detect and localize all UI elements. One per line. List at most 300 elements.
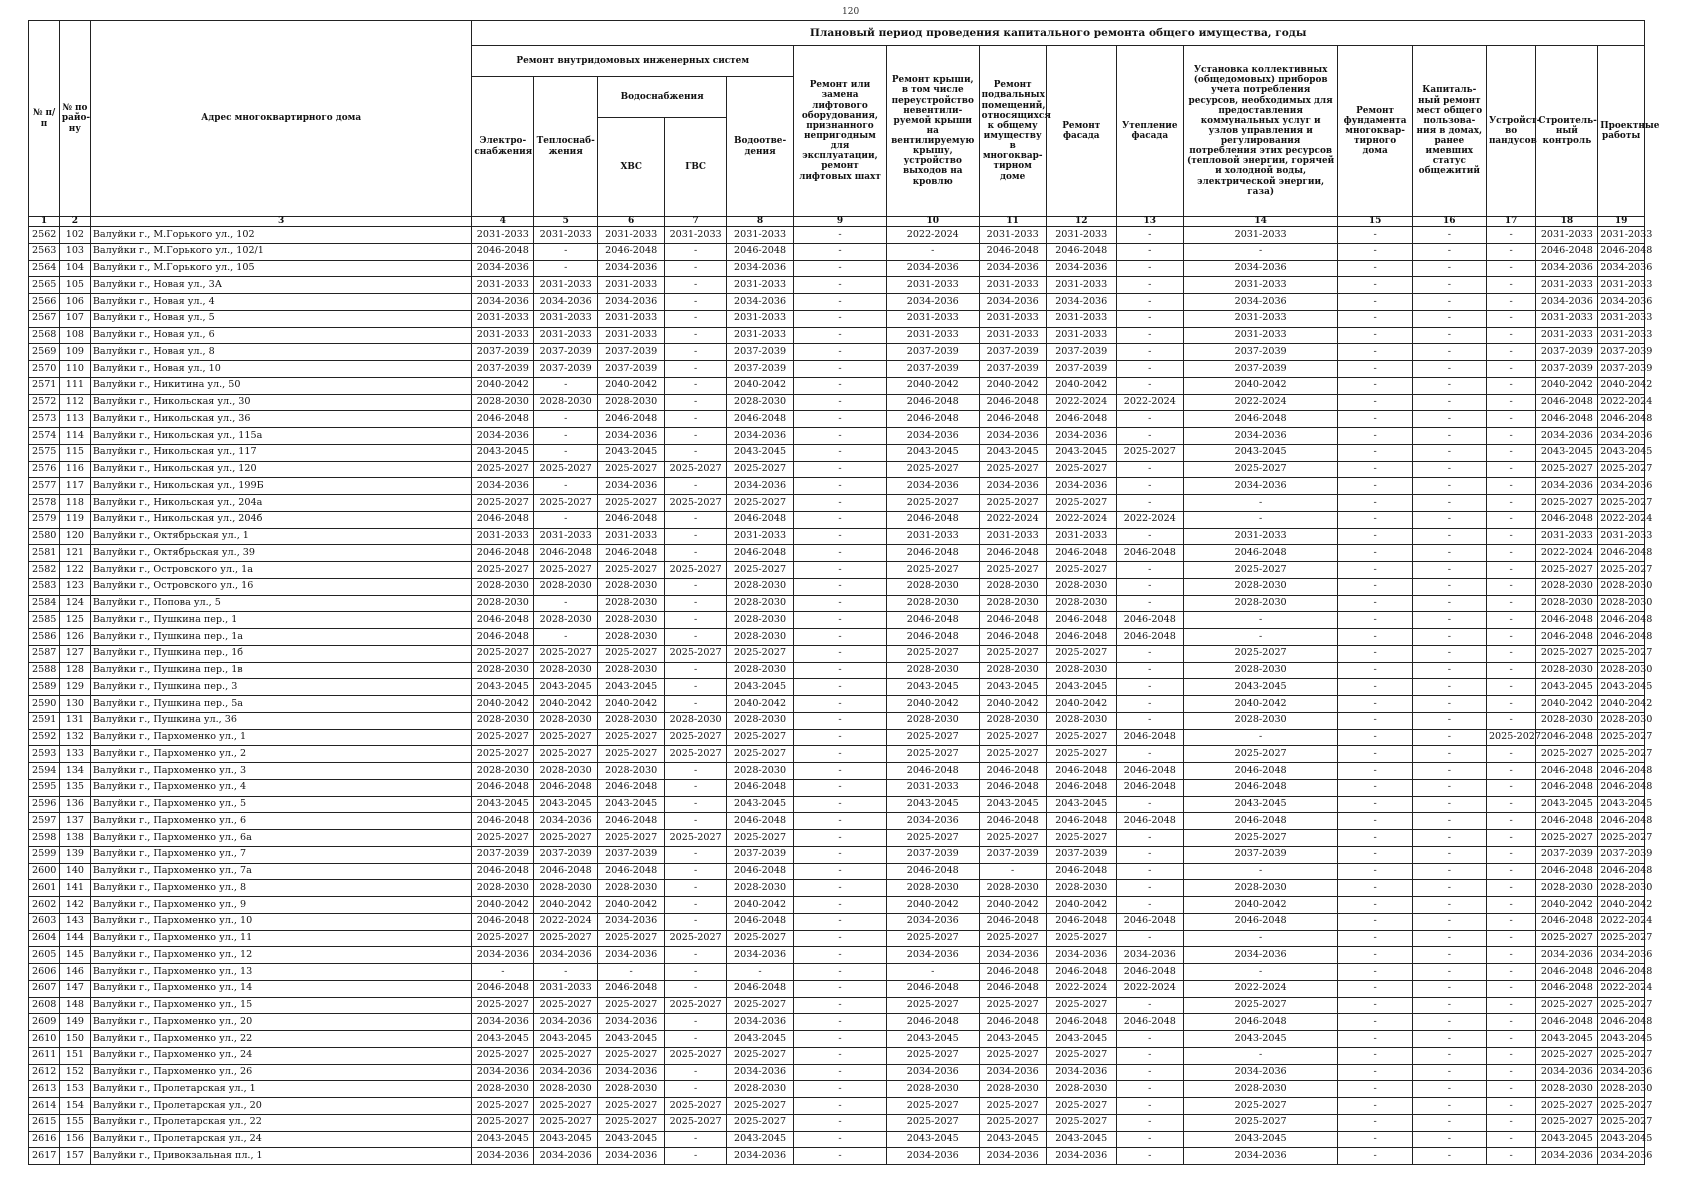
table-cell: 2040-2042 [979, 696, 1046, 713]
table-cell: - [1412, 310, 1486, 327]
table-cell: - [1412, 1131, 1486, 1148]
table-cell: 2040-2042 [886, 897, 979, 914]
table-cell: 134 [59, 763, 90, 780]
address-cell: Валуйки г., Островского ул., 16 [90, 578, 472, 595]
table-cell: 2025-2027 [727, 930, 794, 947]
table-cell: 2028-2030 [1046, 712, 1116, 729]
table-cell: 2031-2033 [1536, 277, 1598, 294]
table-cell: 2022-2024 [1046, 394, 1116, 411]
table-cell: 2025-2027 [665, 830, 727, 847]
table-cell: - [1338, 327, 1412, 344]
table-cell: 2025-2027 [1183, 461, 1338, 478]
table-cell: - [1116, 863, 1183, 880]
table-cell: 2031-2033 [886, 528, 979, 545]
table-cell: 2046-2048 [1183, 545, 1338, 562]
table-cell: 2043-2045 [1046, 1131, 1116, 1148]
table-cell: 2582 [29, 562, 60, 579]
table-cell: 2034-2036 [886, 1148, 979, 1165]
table-cell: - [1486, 629, 1535, 646]
table-cell: 2040-2042 [598, 377, 665, 394]
table-row [29, 1131, 1645, 1148]
table-cell: 2040-2042 [1183, 897, 1338, 914]
table-cell: - [665, 846, 727, 863]
table-cell: 2034-2036 [534, 813, 598, 830]
table-cell: 2028-2030 [1046, 880, 1116, 897]
table-cell: - [1486, 227, 1535, 244]
address-cell: Валуйки г., Никольская ул., 117 [90, 444, 472, 461]
table-cell: 2031-2033 [1183, 310, 1338, 327]
column-number: 1 [29, 217, 60, 227]
table-cell: - [1412, 595, 1486, 612]
table-cell: 2037-2039 [1598, 846, 1645, 863]
table-cell: 2031-2033 [534, 277, 598, 294]
table-cell: 2025-2027 [1046, 1114, 1116, 1131]
address-cell: Валуйки г., Никольская ул., 204а [90, 495, 472, 512]
table-cell: 2046-2048 [598, 863, 665, 880]
table-cell: 2608 [29, 997, 60, 1014]
table-row [29, 796, 1645, 813]
table-cell: 2604 [29, 930, 60, 947]
table-cell: - [665, 243, 727, 260]
table-cell: 2043-2045 [886, 796, 979, 813]
table-cell: 2025-2027 [727, 830, 794, 847]
table-cell: 2040-2042 [472, 897, 534, 914]
table-cell: 2043-2045 [534, 1031, 598, 1048]
col-header-period: Плановый период проведения капитального ремонта общего имущества, годы [472, 21, 1645, 46]
table-cell: - [1486, 1131, 1535, 1148]
table-cell: 2025-2027 [1598, 830, 1645, 847]
table-cell: - [1338, 461, 1412, 478]
address-cell: Валуйки г., Пархоменко ул., 1 [90, 729, 472, 746]
table-cell: 2028-2030 [727, 880, 794, 897]
table-cell: 2573 [29, 411, 60, 428]
address-cell: Валуйки г., М.Горького ул., 105 [90, 260, 472, 277]
table-cell: 2043-2045 [1536, 1031, 1598, 1048]
table-cell: 2034-2036 [598, 913, 665, 930]
table-cell: 137 [59, 813, 90, 830]
table-cell: - [1486, 1031, 1535, 1048]
table-cell: 2046-2048 [1116, 545, 1183, 562]
table-cell: 2028-2030 [1598, 595, 1645, 612]
address-cell: Валуйки г., Никольская ул., 30 [90, 394, 472, 411]
table-cell: - [1412, 964, 1486, 981]
table-cell: 2028-2030 [886, 578, 979, 595]
table-cell: - [1486, 444, 1535, 461]
table-cell: 2037-2039 [1183, 846, 1338, 863]
table-cell: 2043-2045 [1598, 796, 1645, 813]
table-cell: 2028-2030 [1536, 578, 1598, 595]
table-cell: 2043-2045 [886, 679, 979, 696]
table-cell: 142 [59, 897, 90, 914]
table-cell: 2025-2027 [979, 1047, 1046, 1064]
table-cell: 118 [59, 495, 90, 512]
table-cell: 2031-2033 [534, 980, 598, 997]
table-cell: - [1338, 696, 1412, 713]
table-cell: 2034-2036 [534, 1148, 598, 1165]
table-cell: 2031-2033 [472, 227, 534, 244]
table-cell: - [1486, 980, 1535, 997]
table-cell: 2584 [29, 595, 60, 612]
table-cell: 2040-2042 [1598, 377, 1645, 394]
table-cell: - [1412, 712, 1486, 729]
table-cell: - [1486, 964, 1535, 981]
table-cell: - [1412, 1098, 1486, 1115]
table-cell: 2025-2027 [1046, 997, 1116, 1014]
address-cell: Валуйки г., Новая ул., 8 [90, 344, 472, 361]
table-cell: - [1486, 645, 1535, 662]
table-cell: 2043-2045 [472, 1031, 534, 1048]
table-cell: 2025-2027 [886, 830, 979, 847]
table-cell: 2046-2048 [1536, 612, 1598, 629]
table-cell: - [1338, 1131, 1412, 1148]
table-cell: - [794, 1131, 887, 1148]
table-cell: - [1412, 1031, 1486, 1048]
table-cell: 2034-2036 [727, 1064, 794, 1081]
table-cell: - [1412, 511, 1486, 528]
table-cell: 2022-2024 [1116, 511, 1183, 528]
table-cell: 2034-2036 [1598, 1064, 1645, 1081]
table-cell: - [1412, 779, 1486, 796]
table-cell: 2040-2042 [1046, 377, 1116, 394]
table-cell: - [1116, 880, 1183, 897]
table-cell: - [1338, 344, 1412, 361]
table-cell: 2022-2024 [1046, 980, 1116, 997]
table-cell: 2025-2027 [472, 495, 534, 512]
table-cell: - [1338, 796, 1412, 813]
table-cell: 2025-2027 [665, 1114, 727, 1131]
table-cell: 2034-2036 [472, 1148, 534, 1165]
table-cell: 2046-2048 [1598, 629, 1645, 646]
table-cell: 149 [59, 1014, 90, 1031]
table-cell: 2025-2027 [727, 645, 794, 662]
table-cell: - [1412, 411, 1486, 428]
table-cell: 2046-2048 [1116, 964, 1183, 981]
table-cell: 112 [59, 394, 90, 411]
table-cell: 2025-2027 [1046, 645, 1116, 662]
table-cell: 2025-2027 [979, 997, 1046, 1014]
table-cell: 2037-2039 [979, 846, 1046, 863]
table-cell: - [1183, 863, 1338, 880]
table-cell: 2043-2045 [472, 1131, 534, 1148]
table-cell: 2567 [29, 310, 60, 327]
table-cell: 2046-2048 [598, 813, 665, 830]
table-cell: 2046-2048 [1183, 913, 1338, 930]
table-cell: - [1116, 1114, 1183, 1131]
table-cell: - [665, 1131, 727, 1148]
table-cell: 2046-2048 [727, 779, 794, 796]
table-cell: 2046-2048 [472, 411, 534, 428]
table-cell: 2569 [29, 344, 60, 361]
table-cell: - [665, 377, 727, 394]
table-cell: - [1486, 344, 1535, 361]
table-row [29, 846, 1645, 863]
table-cell: 2034-2036 [979, 478, 1046, 495]
table-cell: 2031-2033 [727, 277, 794, 294]
table-cell: - [665, 595, 727, 612]
table-cell: 2046-2048 [1536, 763, 1598, 780]
table-cell: - [1486, 696, 1535, 713]
table-cell: 2034-2036 [472, 1014, 534, 1031]
table-cell: - [1412, 344, 1486, 361]
table-cell: 2046-2048 [1046, 629, 1116, 646]
table-cell: 2046-2048 [1116, 729, 1183, 746]
table-cell: 2025-2027 [886, 1047, 979, 1064]
table-cell: 2034-2036 [1046, 1148, 1116, 1165]
table-cell: 124 [59, 595, 90, 612]
address-cell: Валуйки г., Пархоменко ул., 6а [90, 830, 472, 847]
col-header-n: № п/п [29, 21, 60, 217]
table-cell: - [665, 361, 727, 378]
table-cell: - [1412, 997, 1486, 1014]
table-cell: 119 [59, 511, 90, 528]
table-cell: - [1116, 662, 1183, 679]
table-cell: - [794, 964, 887, 981]
table-cell: 2025-2027 [472, 1047, 534, 1064]
table-cell: 2615 [29, 1114, 60, 1131]
table-cell: 2028-2030 [598, 1081, 665, 1098]
table-row [29, 930, 1645, 947]
table-cell: 2034-2036 [979, 294, 1046, 311]
table-row [29, 980, 1645, 997]
table-cell: 2043-2045 [886, 1131, 979, 1148]
table-cell: 2040-2042 [534, 897, 598, 914]
table-cell: 2600 [29, 863, 60, 880]
col-header-electric: Электро-снабжения [472, 77, 534, 217]
table-cell: 2031-2033 [1046, 528, 1116, 545]
table-cell: 2028-2030 [1536, 1081, 1598, 1098]
address-cell: Валуйки г., Попова ул., 5 [90, 595, 472, 612]
table-cell: 2046-2048 [979, 394, 1046, 411]
table-cell: 2571 [29, 377, 60, 394]
table-cell: - [1412, 1114, 1486, 1131]
table-cell: 2046-2048 [1536, 511, 1598, 528]
table-cell: 2031-2033 [1183, 327, 1338, 344]
table-cell: 2046-2048 [886, 1014, 979, 1031]
table-cell: 144 [59, 930, 90, 947]
table-cell: 2028-2030 [598, 662, 665, 679]
table-cell: - [665, 294, 727, 311]
table-row [29, 1064, 1645, 1081]
table-cell: - [1338, 294, 1412, 311]
table-cell: 2034-2036 [534, 1064, 598, 1081]
address-cell: Валуйки г., Пархоменко ул., 13 [90, 964, 472, 981]
table-cell: 2046-2048 [1598, 545, 1645, 562]
table-cell: - [794, 394, 887, 411]
table-cell: - [534, 377, 598, 394]
table-cell: - [665, 411, 727, 428]
table-cell: 2025-2027 [1183, 746, 1338, 763]
col-header-ramps: Устройст-во пандусов [1486, 46, 1535, 217]
address-cell: Валуйки г., Пролетарская ул., 24 [90, 1131, 472, 1148]
table-cell: 2022-2024 [1183, 980, 1338, 997]
table-cell: - [1116, 712, 1183, 729]
table-cell: - [1116, 1047, 1183, 1064]
table-cell: 2046-2048 [727, 511, 794, 528]
table-cell: 2034-2036 [979, 947, 1046, 964]
table-cell: 2046-2048 [1536, 629, 1598, 646]
table-cell: - [1116, 1064, 1183, 1081]
table-cell: 2043-2045 [1046, 796, 1116, 813]
column-number: 14 [1183, 217, 1338, 227]
table-cell: 2046-2048 [1046, 411, 1116, 428]
table-cell: - [1412, 863, 1486, 880]
table-cell: - [665, 813, 727, 830]
table-cell: - [794, 1064, 887, 1081]
column-number: 8 [727, 217, 794, 227]
table-cell: - [1116, 277, 1183, 294]
table-cell: 2025-2027 [534, 495, 598, 512]
address-cell: Валуйки г., Пархоменко ул., 22 [90, 1031, 472, 1048]
table-cell: 2031-2033 [1536, 528, 1598, 545]
table-cell: - [979, 863, 1046, 880]
table-cell: 2046-2048 [1046, 863, 1116, 880]
table-cell: 2025-2027 [598, 495, 665, 512]
schedule-table [28, 20, 1660, 1165]
table-cell: 2028-2030 [598, 595, 665, 612]
table-cell: - [665, 277, 727, 294]
table-cell: 2046-2048 [886, 511, 979, 528]
table-cell: 2025-2027 [598, 830, 665, 847]
table-cell: 2046-2048 [1183, 1014, 1338, 1031]
table-row [29, 763, 1645, 780]
table-cell: - [1338, 629, 1412, 646]
table-cell: - [794, 1081, 887, 1098]
table-cell: 2031-2033 [1046, 327, 1116, 344]
table-cell: 2610 [29, 1031, 60, 1048]
table-cell: - [665, 763, 727, 780]
table-cell: 2031-2033 [979, 310, 1046, 327]
table-cell: 126 [59, 629, 90, 646]
table-cell: 2025-2027 [886, 729, 979, 746]
address-cell: Валуйки г., Пархоменко ул., 15 [90, 997, 472, 1014]
address-cell: Валуйки г., М.Горького ул., 102 [90, 227, 472, 244]
table-cell: 2037-2039 [727, 846, 794, 863]
table-cell: 2028-2030 [534, 1081, 598, 1098]
table-cell: - [1486, 662, 1535, 679]
table-cell: - [1338, 495, 1412, 512]
table-cell: - [794, 595, 887, 612]
table-cell: 2034-2036 [886, 428, 979, 445]
table-row [29, 1098, 1645, 1115]
table-cell: 2025-2027 [1183, 1098, 1338, 1115]
table-cell: - [1116, 260, 1183, 277]
col-header-heat: Теплоснаб-жения [534, 77, 598, 217]
table-cell: 2025-2027 [1046, 930, 1116, 947]
table-cell: 2028-2030 [1183, 595, 1338, 612]
table-cell: - [1116, 294, 1183, 311]
table-cell: 157 [59, 1148, 90, 1165]
table-cell: 2034-2036 [1598, 1148, 1645, 1165]
table-cell: 2034-2036 [1046, 428, 1116, 445]
table-row [29, 830, 1645, 847]
table-row [29, 863, 1645, 880]
table-cell: 2025-2027 [1536, 997, 1598, 1014]
table-cell: 2046-2048 [886, 411, 979, 428]
table-cell: - [1412, 1014, 1486, 1031]
table-cell: 2031-2033 [979, 277, 1046, 294]
table-cell: 2046-2048 [472, 813, 534, 830]
table-cell: 2037-2039 [1536, 846, 1598, 863]
table-cell: 2043-2045 [472, 679, 534, 696]
table-cell: 2046-2048 [1046, 779, 1116, 796]
table-cell: 102 [59, 227, 90, 244]
table-cell: 2046-2048 [534, 779, 598, 796]
table-cell: 2025-2027 [1046, 830, 1116, 847]
table-cell: 2046-2048 [886, 394, 979, 411]
table-cell: 2028-2030 [979, 662, 1046, 679]
table-cell: - [1486, 863, 1535, 880]
table-cell: 2025-2027 [1486, 729, 1535, 746]
table-cell: 2046-2048 [1183, 411, 1338, 428]
table-cell: 2601 [29, 880, 60, 897]
table-cell: - [1338, 779, 1412, 796]
table-cell: 2595 [29, 779, 60, 796]
table-cell: 2022-2024 [1183, 394, 1338, 411]
table-cell: 2025-2027 [979, 830, 1046, 847]
table-cell: 2028-2030 [598, 763, 665, 780]
table-cell: - [1486, 461, 1535, 478]
table-cell: - [1412, 377, 1486, 394]
table-cell: - [1338, 227, 1412, 244]
table-cell: - [794, 327, 887, 344]
address-cell: Валуйки г., Пушкина пер., 1 [90, 612, 472, 629]
table-cell: 2043-2045 [1598, 1031, 1645, 1048]
table-cell: 2046-2048 [886, 545, 979, 562]
table-cell: 2046-2048 [1046, 913, 1116, 930]
table-cell: - [665, 444, 727, 461]
address-cell: Валуйки г., Пархоменко ул., 26 [90, 1064, 472, 1081]
table-cell: 2034-2036 [598, 294, 665, 311]
table-cell: 2025-2027 [979, 930, 1046, 947]
table-cell: 2046-2048 [1598, 243, 1645, 260]
table-cell: 2040-2042 [1046, 897, 1116, 914]
table-cell: 2034-2036 [1183, 294, 1338, 311]
table-cell: - [1486, 310, 1535, 327]
table-cell: 2046-2048 [534, 863, 598, 880]
table-cell: 2605 [29, 947, 60, 964]
table-cell: 2028-2030 [886, 880, 979, 897]
table-cell: - [1412, 444, 1486, 461]
table-cell: 2031-2033 [886, 779, 979, 796]
table-cell: - [1338, 846, 1412, 863]
table-cell: 2034-2036 [886, 260, 979, 277]
table-cell: - [794, 679, 887, 696]
table-cell: - [534, 428, 598, 445]
table-cell: 116 [59, 461, 90, 478]
table-cell: 2043-2045 [472, 444, 534, 461]
table-cell: 2046-2048 [472, 913, 534, 930]
table-cell: 2043-2045 [534, 1131, 598, 1148]
column-number: 10 [886, 217, 979, 227]
table-cell: 2025-2027 [534, 1114, 598, 1131]
table-cell: 2046-2048 [1536, 964, 1598, 981]
table-cell: - [1486, 1081, 1535, 1098]
table-cell: 2040-2042 [886, 696, 979, 713]
table-cell: 2046-2048 [1046, 243, 1116, 260]
table-cell: 2028-2030 [979, 880, 1046, 897]
table-cell: - [534, 629, 598, 646]
table-cell: - [794, 763, 887, 780]
table-cell: 2031-2033 [598, 528, 665, 545]
table-cell: - [1412, 846, 1486, 863]
table-cell: - [1412, 629, 1486, 646]
table-cell: - [1412, 545, 1486, 562]
table-cell: 2616 [29, 1131, 60, 1148]
table-cell: - [794, 344, 887, 361]
table-cell: 2566 [29, 294, 60, 311]
table-cell: 2028-2030 [1536, 712, 1598, 729]
table-cell: 2046-2048 [1598, 779, 1645, 796]
